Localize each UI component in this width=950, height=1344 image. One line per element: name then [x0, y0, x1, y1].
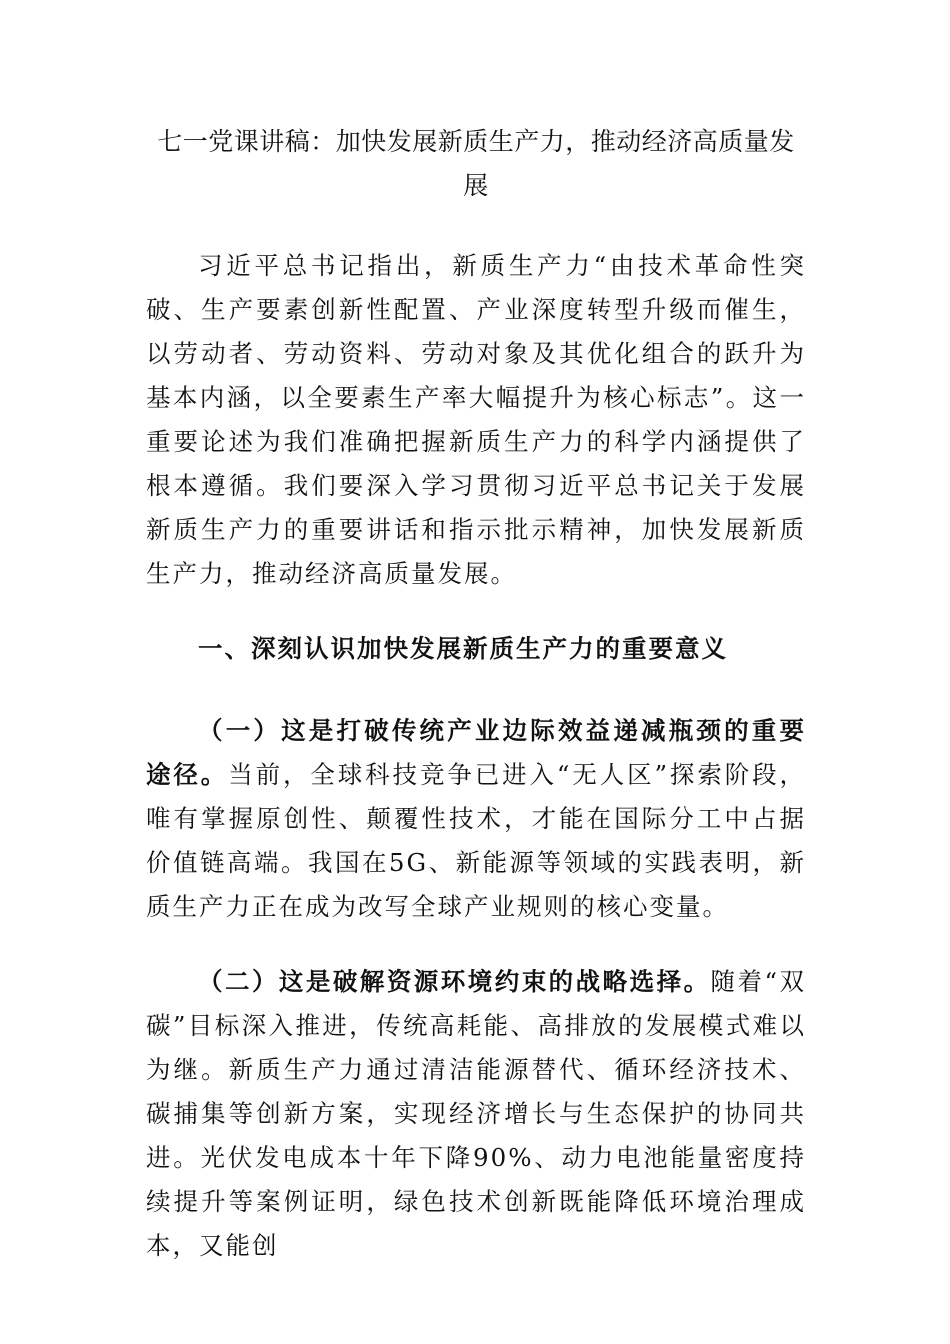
- title-line-2: 展: [463, 171, 489, 200]
- point-2-paragraph: [146, 960, 806, 1268]
- point-1-paragraph: [146, 709, 806, 929]
- section-1-heading: 一、深刻认识加快发展新质生产力的重要意义: [198, 634, 728, 663]
- title-line-1: 七一党课讲稿：加快发展新质生产力，推动经济高质量发: [157, 127, 795, 156]
- intro-paragraph: 习近平总书记指出，新质生产力“由技术革命性突破、生产要素创新性配置、产业深度转型升级而催生，以劳动者、劳动资料、劳动对象及其优化组合的跃升为基本内涵，以全要素生产率大幅提升为核心标志”。这一重要论述为我们准确把握新质生产力的科学内涵提供了根本遵循。我们要深入学习贯彻习近平总书记关于发展新质生产力的重要讲话和指示批示精神，加快发展新质生产力，推动经济高质量发展。: [146, 251, 806, 588]
- point-1-lead: （一）这是打破传统产业边际效益递减瓶颈的重要途径。: [146, 716, 806, 789]
- point-2-lead: （二）这是破解资源环境约束的战略选择。: [198, 967, 711, 996]
- point-1-body: 当前，全球科技竞争已进入“无人区”探索阶段，唯有掌握原创性、颠覆性技术，才能在国际分工中占据价值链高端。我国在5G、新能源等领域的实践表明，新质生产力正在成为改写全球产业规则的核心变量。: [146, 760, 806, 921]
- point-2-body: 随着“双碳”目标深入推进，传统高耗能、高排放的发展模式难以为继。新质生产力通过清洁能源替代、循环经济技术、碳捕集等创新方案，实现经济增长与生态保护的协同共进。光伏发电成本十年下降90%、动力电池能量密度持续提升等案例证明，绿色技术创新既能降低环境治理成本，又能创: [146, 967, 806, 1260]
- document-title: [146, 120, 806, 208]
